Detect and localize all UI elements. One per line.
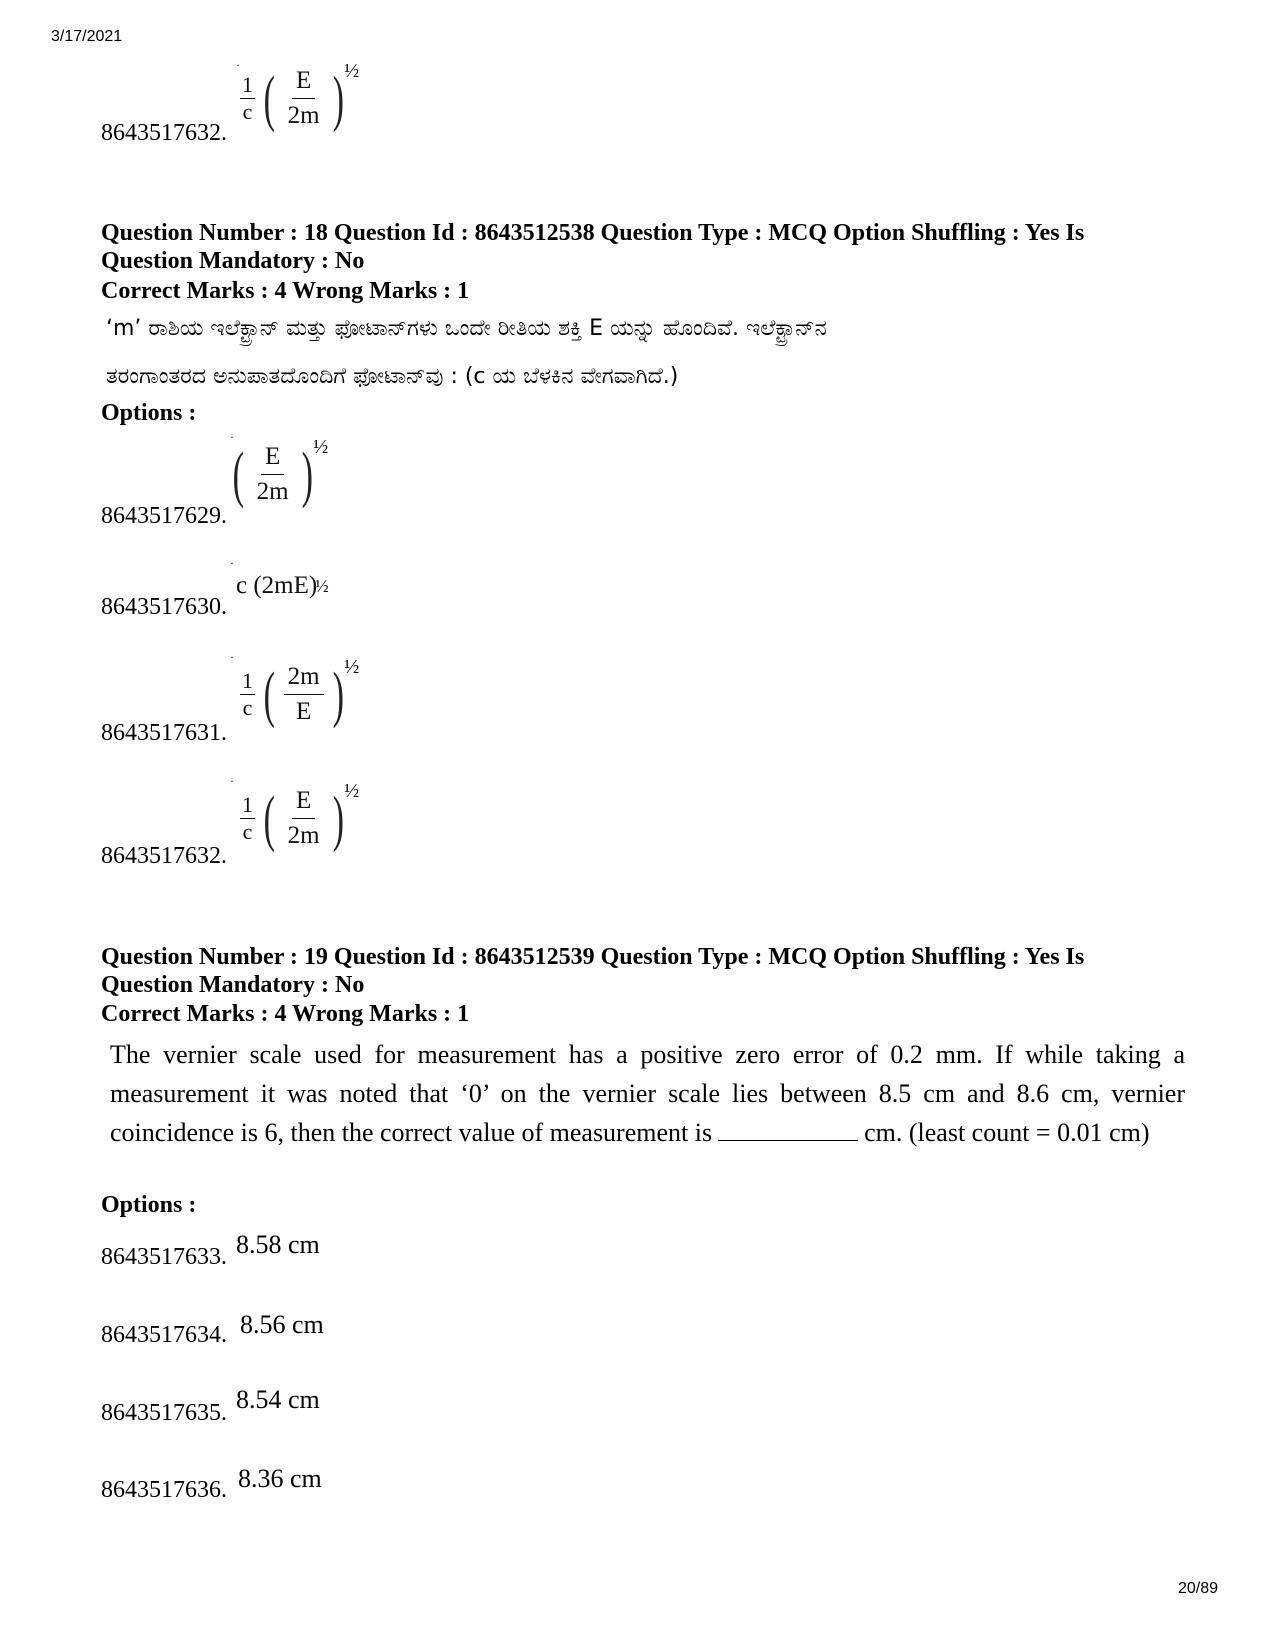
- options-label: Options :: [101, 400, 197, 426]
- option-answer: 8.56 cm: [240, 1310, 324, 1339]
- option-id: 8643517629.: [101, 503, 227, 529]
- option-formula: $\frac{1}{c}$ ( $\frac{E}{2m}$ ) ½: [242, 780, 360, 853]
- question-text: ‘m’ ರಾಶಿಯ ಇಲೆಕ್ಟ್ರಾನ್ ಮತ್ತು ಫೋಟಾನ್‌ಗಳು ಒಂದೇ ರೀತಿಯ ಶಕ್ತಿ E ಯನ್ನು ಹೊಂದಿವೆ. ಇಲೆಕ್ಟ್ರಾನ್‌ನ ತರಂಗಾಂತರದ ಅನುಪಾತದೊಂದಿಗೆ ಫೋಟಾನ್‌ವು : (c ಯ ಬೆಳಕಿನ ವೇಗವಾಗಿದೆ.): [106, 316, 827, 389]
- print-date: 3/17/2021: [51, 28, 123, 45]
- option-formula: ·: [230, 556, 234, 570]
- option-id: 8643517633.: [101, 1244, 227, 1270]
- option-formula: ·: [230, 774, 234, 788]
- option-id: 8643517635.: [101, 1400, 227, 1426]
- option-answer: 8.36 cm: [238, 1464, 322, 1493]
- option-formula: ·: [236, 58, 240, 72]
- option-id: 8643517631.: [101, 720, 227, 746]
- option-formula: $\frac{1}{c}$ ( $\frac{E}{2m}$ ) ½: [242, 60, 360, 133]
- question-marks: Correct Marks : 4 Wrong Marks : 1: [101, 278, 470, 304]
- option-formula: $\frac{1}{c}$ ( $\frac{2m}{E}$ ) ½: [242, 656, 360, 729]
- question-text: The vernier scale used for measurement has a positive zero error of 0.2 mm. If while taking a measurement it was noted that ‘0’ on the vernier scale lies between 8.5 cm and 8.6 cm, vernier coincidence is 6, then the correct value of measurement is cm. (least count = 0.01 cm): [110, 1040, 1185, 1147]
- option-formula: ·: [230, 430, 234, 444]
- option-formula: ( $\frac{E}{2m}$ ) ½: [232, 436, 329, 509]
- option-id: 8643517630.: [101, 594, 227, 620]
- question-header: Question Number : 18 Question Id : 8643512538 Question Type : MCQ Option Shuffling : Yes Is Question Mandatory : No: [101, 220, 1085, 274]
- option-id: 8643517634.: [101, 1322, 227, 1348]
- option-id: 8643517632.: [101, 843, 227, 869]
- options-label: Options :: [101, 1192, 197, 1218]
- question-header: Question Number : 19 Question Id : 8643512539 Question Type : MCQ Option Shuffling : Yes Is Question Mandatory : No: [101, 944, 1085, 998]
- option-formula: c (2mE) ½: [236, 572, 329, 599]
- answer-blank: [718, 1140, 858, 1141]
- option-id: 8643517636.: [101, 1477, 227, 1503]
- option-formula: ·: [230, 650, 234, 664]
- option-answer: 8.54 cm: [236, 1385, 320, 1414]
- question-marks: Correct Marks : 4 Wrong Marks : 1: [101, 1001, 470, 1027]
- page-number: 20/89: [1178, 1580, 1219, 1597]
- option-id: 8643517632.: [101, 120, 227, 146]
- option-answer: 8.58 cm: [236, 1230, 320, 1259]
